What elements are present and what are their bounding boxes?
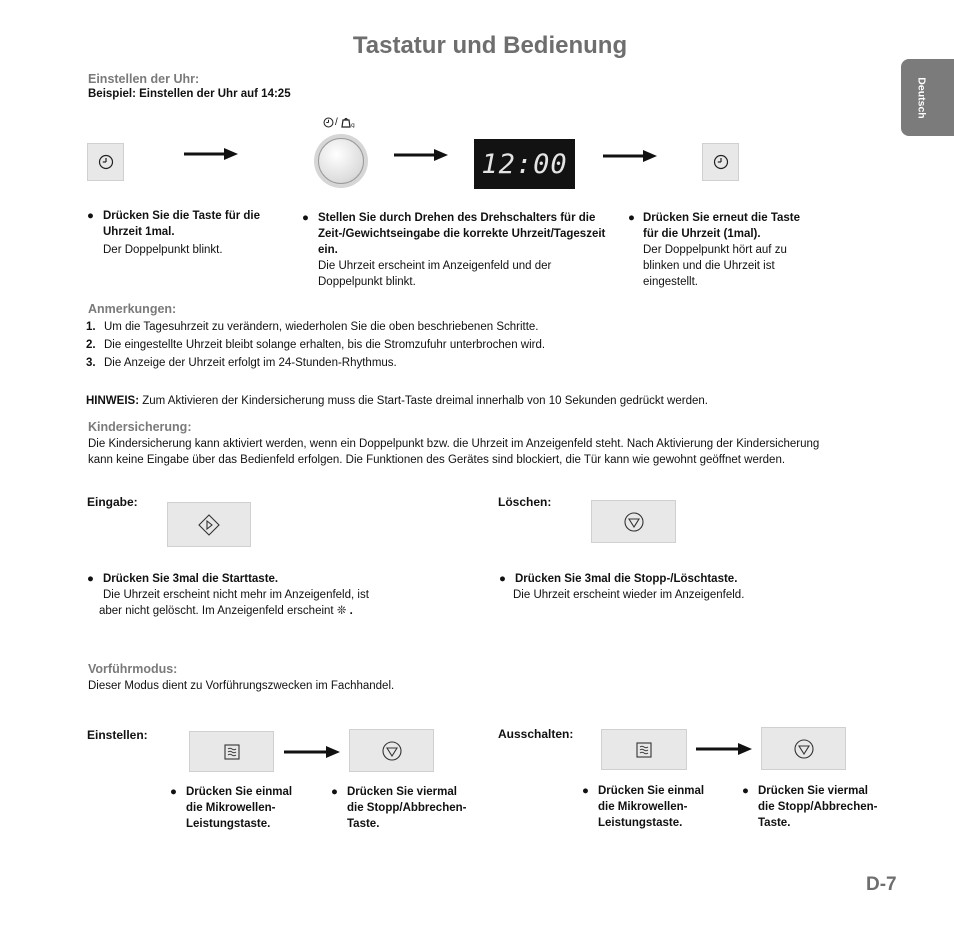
microwave-power-button[interactable] bbox=[189, 731, 274, 772]
clock-step-1 bbox=[87, 208, 293, 258]
step-instruction: Drücken Sie die Taste für die Uhrzeit 1mal. bbox=[103, 210, 261, 238]
clock-icon bbox=[713, 154, 729, 170]
child-lock-text: Die Kindersicherung kann aktiviert werden, wenn ein Doppelpunkt bzw. die Uhrzeit im Anzeigenfeld steht. Nach Aktivierung der Kindersicherung kann keine Eingabe über das Bedienfeld erfolgen. Die Funktionen des Gerätes sind blockiert, die Tür kann wie gewohnt geöffnet werden. bbox=[88, 438, 820, 466]
demo-heading: Vorführmodus: bbox=[88, 662, 178, 676]
dial-knob[interactable] bbox=[318, 138, 364, 184]
lock-symbol: ❊ bbox=[336, 605, 347, 617]
bullet: ● bbox=[742, 785, 749, 797]
einstellen-step-1: ● Drücken Sie einmal die Mikrowellen- Leistungstaste. bbox=[170, 786, 293, 830]
loeschen-label: Löschen: bbox=[498, 495, 552, 509]
note-item: 2. Die eingestellte Uhrzeit bleibt solange erhalten, bis die Stromzufuhr unterbrochen wird. bbox=[86, 339, 546, 351]
clock-icon bbox=[323, 117, 334, 128]
ausschalten-step-2: ● Drücken Sie viermal die Stopp/Abbrechen- Taste. bbox=[742, 785, 878, 829]
hinweis-label: HINWEIS: bbox=[86, 395, 140, 407]
step-result: Die Uhrzeit erscheint im Anzeigenfeld und der Doppelpunkt blinkt. bbox=[318, 260, 552, 288]
stop-button[interactable] bbox=[349, 729, 434, 772]
display-readout: 12:00 bbox=[481, 148, 568, 180]
eingabe-label: Eingabe: bbox=[87, 495, 138, 509]
bullet: ● bbox=[628, 212, 635, 224]
microwave-power-button[interactable] bbox=[601, 729, 687, 770]
microwave-power-icon bbox=[224, 744, 240, 760]
demo-text: Dieser Modus dient zu Vorführungszwecken im Fachhandel. bbox=[88, 680, 395, 692]
clock-button[interactable] bbox=[87, 143, 124, 181]
dial-separator: / bbox=[335, 116, 338, 128]
step-result-1: Die Uhrzeit erscheint nicht mehr im Anzeigenfeld, ist bbox=[103, 589, 369, 601]
language-tab bbox=[901, 59, 954, 136]
language-tab-label: Deutsch bbox=[916, 77, 928, 119]
ausschalten-step-1: ● Drücken Sie einmal die Mikrowellen- Leistungstaste. bbox=[582, 785, 705, 829]
einstellen-step-2: ● Drücken Sie viermal die Stopp/Abbrechen- Taste. bbox=[331, 786, 467, 830]
arrow-icon bbox=[184, 147, 238, 161]
einstellen-label: Einstellen: bbox=[87, 728, 148, 742]
start-button[interactable] bbox=[167, 502, 251, 547]
arrow-icon bbox=[284, 745, 340, 759]
arrow-icon bbox=[394, 148, 448, 162]
step-instruction: Drücken Sie 3mal die Stopp-/Löschtaste. bbox=[515, 573, 738, 585]
weight-icon bbox=[339, 116, 357, 128]
step-result: Die Uhrzeit erscheint wieder im Anzeigenfeld. bbox=[513, 589, 745, 601]
bullet: ● bbox=[302, 212, 309, 224]
microwave-power-icon bbox=[636, 742, 652, 758]
stop-icon bbox=[793, 738, 815, 760]
child-lock-heading: Kindersicherung: bbox=[88, 420, 192, 434]
bullet: ● bbox=[87, 573, 94, 585]
step-result: Der Doppelpunkt hört auf zu blinken und die Uhrzeit ist eingestellt. bbox=[643, 244, 787, 288]
step-instruction: Drücken Sie erneut die Taste für die Uhrzeit (1mal). bbox=[643, 212, 801, 240]
arrow-icon bbox=[603, 149, 657, 163]
bullet: ● bbox=[331, 786, 338, 798]
start-icon bbox=[198, 514, 220, 536]
stop-icon bbox=[381, 740, 403, 762]
clock-button[interactable] bbox=[702, 143, 739, 181]
stop-icon bbox=[623, 511, 645, 533]
time-weight-dial[interactable] bbox=[314, 134, 368, 188]
bullet: ● bbox=[170, 786, 177, 798]
hinweis bbox=[86, 395, 708, 407]
page-number: D-7 bbox=[866, 874, 897, 895]
notes-heading: Anmerkungen: bbox=[88, 302, 177, 316]
arrow-icon bbox=[696, 742, 752, 756]
step-instruction: Drücken Sie 3mal die Starttaste. bbox=[103, 573, 279, 585]
time-display bbox=[474, 139, 575, 189]
ausschalten-label: Ausschalten: bbox=[498, 727, 574, 741]
note-item: 1. Um die Tagesuhrzeit zu verändern, wiederholen Sie die oben beschriebenen Schritte. bbox=[86, 321, 539, 333]
svg-text:g: g bbox=[350, 122, 355, 128]
eingabe-step bbox=[87, 571, 423, 619]
clock-icon bbox=[98, 154, 114, 170]
clock-step-3 bbox=[628, 210, 818, 290]
hinweis-text: Zum Aktivieren der Kindersicherung muss die Start-Taste dreimal innerhalb von 10 Sekunden gedrückt werden. bbox=[142, 395, 708, 407]
page-title: Tastatur und Bedienung bbox=[352, 32, 628, 59]
dial-label bbox=[323, 116, 357, 128]
clock-step-2 bbox=[302, 210, 608, 290]
loeschen-step bbox=[499, 571, 835, 603]
step-instruction: Stellen Sie durch Drehen des Drehschalters für die Zeit-/Gewichtseingabe die korrekte Uhrzeit/Tageszeit ein. bbox=[318, 212, 606, 256]
bullet: ● bbox=[87, 210, 94, 222]
stop-button[interactable] bbox=[591, 500, 676, 543]
note-item: 3. Die Anzeige der Uhrzeit erfolgt im 24-Stunden-Rhythmus. bbox=[86, 357, 397, 369]
clock-heading: Einstellen der Uhr: bbox=[88, 72, 200, 86]
bullet: ● bbox=[582, 785, 589, 797]
step-result: Der Doppelpunkt blinkt. bbox=[103, 244, 223, 256]
step-result-2: aber nicht gelöscht. Im Anzeigenfeld erscheint ❊ . bbox=[99, 605, 353, 617]
stop-button[interactable] bbox=[761, 727, 846, 770]
clock-example: Beispiel: Einstellen der Uhr auf 14:25 bbox=[88, 88, 291, 100]
bullet: ● bbox=[499, 573, 506, 585]
